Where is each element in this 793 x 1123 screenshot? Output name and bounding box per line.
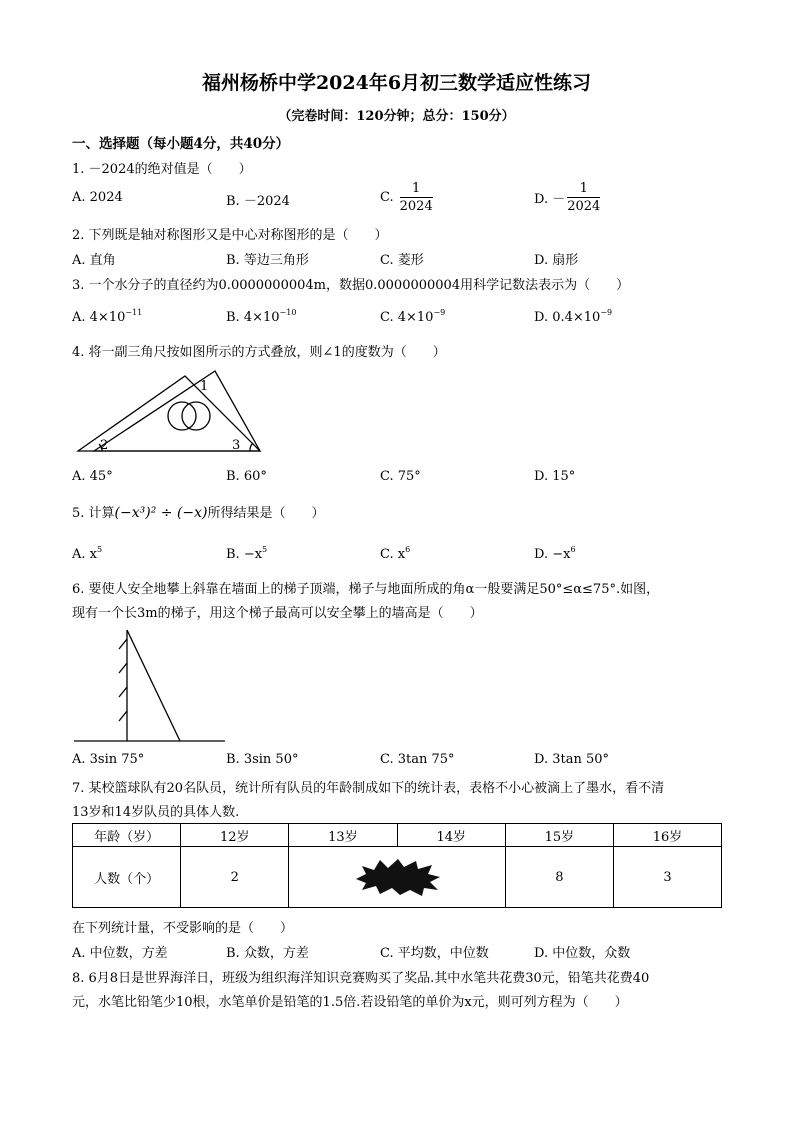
angle-label-3: 3 bbox=[232, 438, 241, 453]
q1-option-c: C. $\frac{1}{2024}$ bbox=[380, 181, 433, 214]
angle-label-2: 2 bbox=[100, 438, 109, 453]
q1-option-b: B. －2024 bbox=[226, 194, 290, 209]
q3-option-c: C. $4\times 10^{-9}$ bbox=[380, 308, 446, 325]
q7-option-d: D. 中位数，众数 bbox=[534, 946, 631, 961]
table-row bbox=[73, 847, 722, 908]
question-4-stem: 4. 将一副三角尺按如图所示的方式叠放，则∠1的度数为（ ） bbox=[72, 345, 446, 360]
table-cell: 3 bbox=[613, 847, 721, 908]
page-title: 福州杨桥中学2024年6月初三数学适应性练习 bbox=[201, 72, 592, 94]
q7-option-c: C. 平均数，中位数 bbox=[380, 946, 489, 961]
q7-option-b: B. 众数，方差 bbox=[226, 946, 309, 961]
q1-option-a: A. 2024 bbox=[72, 190, 123, 205]
question-1-stem: 1. －2024的绝对值是（ ） bbox=[72, 162, 252, 177]
q4-option-b: B. 60° bbox=[226, 469, 267, 484]
q2-option-b: B. 等边三角形 bbox=[226, 253, 309, 268]
q4-option-c: C. 75° bbox=[380, 469, 421, 484]
q2-option-c: C. 菱形 bbox=[380, 253, 424, 268]
table-row-label: 人数（个） bbox=[73, 847, 181, 908]
q5-option-c: C. $x^6$ bbox=[380, 545, 411, 562]
question-3-stem: 3. 一个水分子的直径约为0.0000000004m，数据0.0000000004用科学记数法表示为（ ） bbox=[72, 278, 630, 293]
q5-option-a: A. $x^5$ bbox=[72, 545, 103, 562]
question-5-stem: 5. 计算(−x³)² ÷ (−x)所得结果是（ ） bbox=[72, 505, 325, 521]
q3-option-a: A. $4\times 10^{-11}$ bbox=[72, 308, 143, 325]
q6-option-d: D. 3tan 50° bbox=[534, 752, 610, 767]
table-header-cell: 16岁 bbox=[613, 824, 721, 847]
ladder-line bbox=[127, 630, 180, 741]
q6-option-b: B. 3sin 50° bbox=[226, 752, 299, 767]
table-header-cell: 13岁 bbox=[289, 824, 397, 847]
question-6-line-1: 6. 要使人安全地攀上斜靠在墙面上的梯子顶端，梯子与地面所成的角α一般要满足50°≤α≤75°.如图， bbox=[72, 582, 660, 597]
table-cell: 2 bbox=[181, 847, 289, 908]
q6-option-c: C. 3tan 75° bbox=[380, 752, 455, 767]
triangle-rulers-figure bbox=[72, 368, 272, 458]
exam-info: （完卷时间：120分钟；总分：150分） bbox=[278, 109, 515, 124]
question-8-line-1: 8. 6月8日是世界海洋日，班级为组织海洋知识竞赛购买了奖品.其中水笔共花费30元，铅笔共花费40 bbox=[72, 971, 650, 986]
q2-option-a: A. 直角 bbox=[72, 253, 116, 268]
question-7-line-2: 13岁和14岁队员的具体人数. bbox=[72, 805, 240, 820]
q5-option-b: B. $-x^5$ bbox=[226, 545, 268, 562]
q5-option-d: D. $-x^6$ bbox=[534, 545, 576, 562]
table-header-cell: 12岁 bbox=[181, 824, 289, 847]
ink-blot-icon bbox=[352, 857, 442, 897]
question-8-line-2: 元，水笔比铅笔少10根，水笔单价是铅笔的1.5倍.若设铅笔的单价为x元，则可列方程为（ ） bbox=[72, 995, 628, 1010]
table-header-cell: 年龄（岁） bbox=[73, 824, 181, 847]
q2-option-d: D. 扇形 bbox=[534, 253, 579, 268]
question-6-line-2: 现有一个长3m的梯子，用这个梯子最高可以安全攀上的墙高是（ ） bbox=[72, 606, 483, 621]
ladder-figure bbox=[72, 625, 232, 745]
question-2-stem: 2. 下列既是轴对称图形又是中心对称图形的是（ ） bbox=[72, 228, 388, 243]
q1-option-d: D. － $\frac{1}{2024}$ bbox=[534, 181, 601, 214]
ink-blot-cell bbox=[289, 847, 506, 908]
q4-option-a: A. 45° bbox=[72, 469, 113, 484]
q3-option-d: D. $0.4\times 10^{-9}$ bbox=[534, 308, 613, 325]
age-stats-table bbox=[72, 823, 722, 908]
question-7-prompt: 在下列统计量，不受影响的是（ ） bbox=[72, 921, 294, 936]
table-cell: 8 bbox=[505, 847, 613, 908]
q3-option-b: B. $4\times 10^{-10}$ bbox=[226, 308, 297, 325]
table-header-cell: 15岁 bbox=[505, 824, 613, 847]
q7-option-a: A. 中位数，方差 bbox=[72, 946, 168, 961]
q4-option-d: D. 15° bbox=[534, 469, 576, 484]
angle-label-1: 1 bbox=[200, 379, 209, 394]
table-header-row bbox=[73, 824, 722, 847]
table-header-cell: 14岁 bbox=[397, 824, 505, 847]
q6-option-a: A. 3sin 75° bbox=[72, 752, 145, 767]
section-heading: 一、选择题（每小题4分，共40分） bbox=[72, 136, 290, 152]
q5-expression: (−x³)² ÷ (−x) bbox=[114, 505, 208, 521]
question-7-line-1: 7. 某校篮球队有20名队员，统计所有队员的年龄制成如下的统计表，表格不小心被滴上了墨水，看不清 bbox=[72, 781, 665, 796]
